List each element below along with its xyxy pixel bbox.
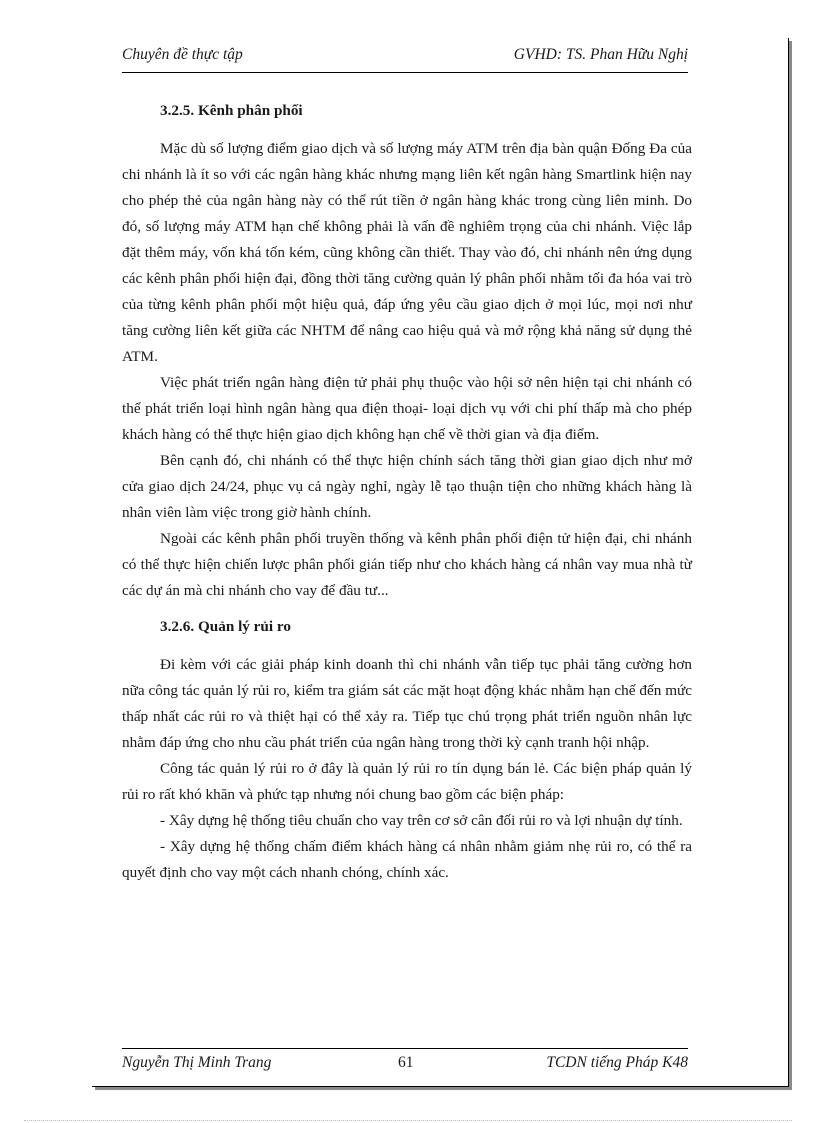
list-item: - Xây dựng hệ thống chấm điểm khách hàng cá nhân nhằm giảm nhẹ rủi ro, có thể ra quyết định cho vay một cách nhanh chóng, chính xác. [122,838,692,881]
page-number: 61 [398,1054,414,1071]
header-supervisor: GVHD: TS. Phan Hữu Nghị [513,46,688,63]
footer-author: Nguyễn Thị Minh Trang [122,1054,272,1071]
footer-class: TCDN tiếng Pháp K48 [546,1054,688,1071]
paragraph: Ngoài các kênh phân phối truyền thống và kênh phân phối điện tử hiện đại, chi nhánh có thể thực hiện chiến lược phân phối gián tiếp như cho khách hàng cá nhân vay mua nhà từ các dự án mà chi nhánh cho vay để đầu tư... [122,530,692,599]
paragraph: Công tác quản lý rủi ro ở đây là quản lý rủi ro tín dụng bán lẻ. Các biện pháp quản lý rủi ro rất khó khăn và phức tạp nhưng nói chung bao gồm các biện pháp: [122,760,692,803]
page-footer [122,1054,688,1078]
paragraph: Mặc dù số lượng điểm giao dịch và số lượng máy ATM trên địa bàn quận Đống Đa của chi nhánh là ít so với các ngân hàng khác nhưng mạng liên kết ngân hàng Smartlink hiện nay cho phép thẻ của ngân hàng này có thể rút tiền ở ngân hàng khác trong cùng liên minh. Do đó, số lượng máy ATM hạn chế không phải là vấn đề nghiêm trọng của chi nhánh. Việc lắp đặt thêm máy, vốn khá tốn kém, cũng không cần thiết. Thay vào đó, chi nhánh nên ứng dụng các kênh phân phối hiện đại, đồng thời tăng cường quản lý phân phối nhằm tối đa hóa vai trò của từng kênh phân phối một hiệu quả, đáp ứng yêu cầu giao dịch ở mọi lúc, mọi nơi như tăng cường liên kết giữa các NHTM để nâng cao hiệu quả và mở rộng khả năng sử dụng thẻ ATM. [122,140,692,365]
section-heading-risk-management: 3.2.6. Quản lý rủi ro [160,618,291,635]
page-content [122,98,692,886]
footer-divider [122,1048,688,1049]
page-header [122,46,688,70]
paragraph: Đi kèm với các giải pháp kinh doanh thì chi nhánh vẫn tiếp tục phải tăng cường hơn nữa công tác quản lý rủi ro, kiểm tra giám sát các mặt hoạt động khác nhằm hạn chế đến mức thấp nhất các rủi ro và thiệt hại có thể xảy ra. Tiếp tục chú trọng phát triển nguồn nhân lực nhằm đáp ứng cho nhu cầu phát triển của ngân hàng trong thời kỳ cạnh tranh hội nhập. [122,656,692,751]
header-document-title: Chuyên đề thực tập [122,46,243,63]
header-divider [122,72,688,73]
page-bottom-dotted-line [24,1120,792,1121]
list-item: - Xây dựng hệ thống tiêu chuẩn cho vay trên cơ sở cân đối rủi ro và lợi nhuận dự tính. [160,812,683,829]
paragraph: Việc phát triển ngân hàng điện tử phải phụ thuộc vào hội sở nên hiện tại chi nhánh có thể phát triển loại hình ngân hàng qua điện thoại- loại dịch vụ với chi phí thấp mà cho phép khách hàng có thể thực hiện giao dịch không hạn chế về thời gian và địa điểm. [122,374,692,443]
paragraph: Bên cạnh đó, chi nhánh có thể thực hiện chính sách tăng thời gian giao dịch như mở cửa giao dịch 24/24, phục vụ cả ngày nghỉ, ngày lễ tạo thuận tiện cho những khách hàng là nhân viên làm việc trong giờ hành chính. [122,452,692,521]
section-heading-distribution-channels: 3.2.5. Kênh phân phối [160,102,303,119]
